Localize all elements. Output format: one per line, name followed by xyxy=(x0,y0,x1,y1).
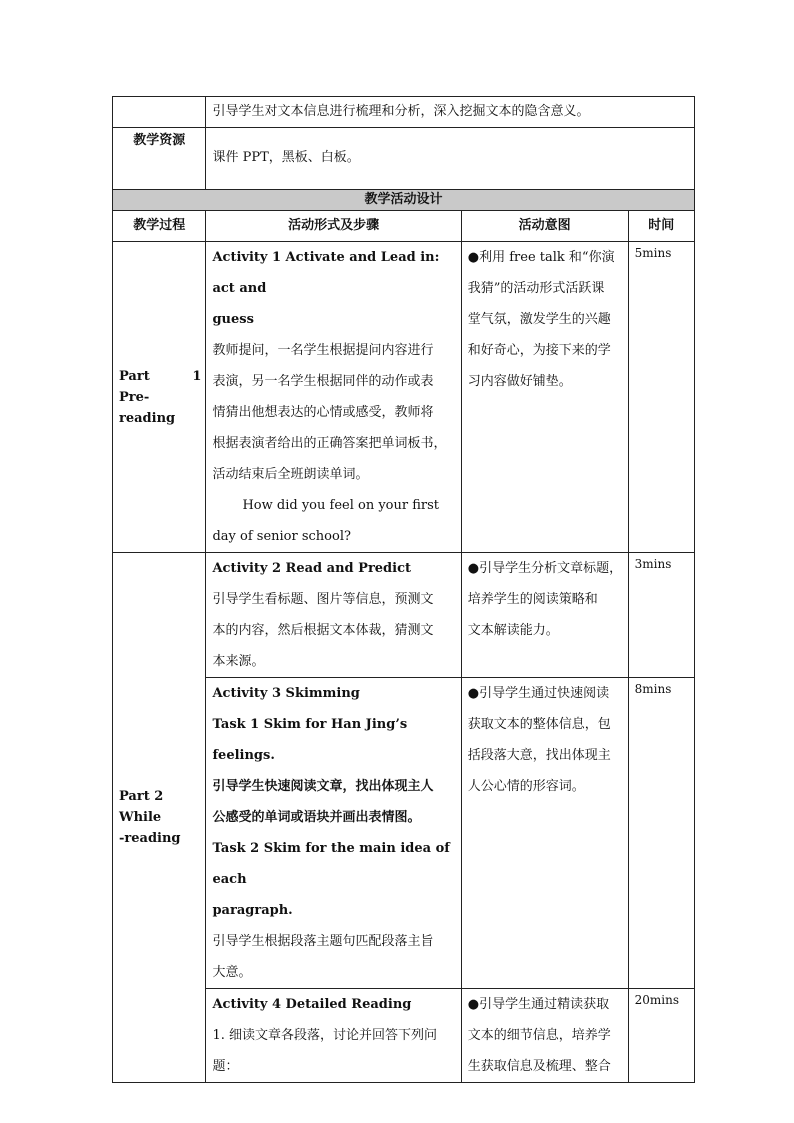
step-line: 引导学生快速阅读文章，找出体现主人 xyxy=(212,779,434,794)
step-line: 活动结束后全班朗读单词。 xyxy=(212,467,369,482)
lesson-plan-table xyxy=(112,96,695,1083)
part-label: Part xyxy=(119,368,150,384)
step-line: 情猜出他想表达的心情或感受，教师将 xyxy=(212,405,434,420)
resources-row xyxy=(113,128,695,190)
intent-line: ●利用 free talk 和“你演 xyxy=(467,250,615,265)
step-line: 表演，另一名学生根据同伴的动作或表 xyxy=(212,374,434,389)
task-line-cont: paragraph. xyxy=(212,903,293,918)
part-number: 1 xyxy=(192,368,202,384)
intent-line: ●引导学生通过精读获取 xyxy=(467,997,610,1012)
activity-2-steps xyxy=(206,553,461,678)
task-line: Task 2 Skim for the main idea of each xyxy=(212,841,450,887)
activity-2-time: 3mins xyxy=(628,553,694,678)
intent-line: 括段落大意，找出体现主 xyxy=(467,748,611,763)
step-line: 公感受的单词或语块并画出表情图。 xyxy=(212,810,421,825)
intent-line: ●引导学生通过快速阅读 xyxy=(467,686,610,701)
step-line: 引导学生看标题、图片等信息，预测文 xyxy=(212,592,434,607)
step-line: 题： xyxy=(212,1059,239,1074)
step-line: 本来源。 xyxy=(212,654,265,669)
objective-continuation-row xyxy=(113,97,695,128)
activity-4-intent xyxy=(461,989,628,1083)
header-row xyxy=(113,211,695,242)
part-label: Part 2 xyxy=(119,789,164,804)
step-line: 1. 细读文章各段落，讨论并回答下列问 xyxy=(212,1028,438,1043)
question-line: How did you feel on your first xyxy=(242,498,439,513)
step-line: 本的内容，然后根据文本体裁，猜测文 xyxy=(212,623,434,638)
header-steps: 活动形式及步骤 xyxy=(206,211,461,242)
step-line: 根据表演者给出的正确答案把单词板书， xyxy=(212,436,447,451)
intent-line: 文本的细节信息，培养学 xyxy=(467,1028,611,1043)
activity-title-cont: guess xyxy=(212,312,254,327)
activity-1-intent xyxy=(461,242,628,553)
header-time: 时间 xyxy=(628,211,694,242)
task-line: Task 1 Skim for Han Jing’s feelings. xyxy=(212,717,408,763)
activity-title: Activity 2 Read and Predict xyxy=(212,561,412,576)
activity-row xyxy=(113,242,695,553)
intent-line: 习内容做好铺垫。 xyxy=(467,374,572,389)
activity-2-intent xyxy=(461,553,628,678)
section-title-row xyxy=(113,190,695,211)
intent-line: 培养学生的阅读策略和 xyxy=(467,592,598,607)
step-line: 引导学生根据段落主题句匹配段落主旨 xyxy=(212,934,434,949)
intent-line: 堂气氛，激发学生的兴趣 xyxy=(467,312,611,327)
intent-line: 文本解读能力。 xyxy=(467,623,559,638)
part-stage: Pre-reading xyxy=(119,389,176,426)
intent-line: 获取文本的整体信息，包 xyxy=(467,717,611,732)
activity-3-intent xyxy=(461,678,628,989)
activity-title: Activity 3 Skimming xyxy=(212,686,360,701)
activity-1-time: 5mins xyxy=(628,242,694,553)
header-process: 教学过程 xyxy=(113,211,206,242)
part-stage: -reading xyxy=(119,831,181,846)
intent-line: ●引导学生分析文章标题， xyxy=(467,561,623,576)
resources-label: 教学资源 xyxy=(113,128,206,190)
activity-4-time: 20mins xyxy=(628,989,694,1083)
activity-3-time: 8mins xyxy=(628,678,694,989)
intent-line: 和好奇心，为接下来的学 xyxy=(467,343,611,358)
intent-line: 生获取信息及梳理、整合 xyxy=(467,1059,611,1074)
step-line: 大意。 xyxy=(212,965,252,980)
section-title: 教学活动设计 xyxy=(113,190,695,211)
part-1-cell xyxy=(113,242,206,553)
part-stage: While xyxy=(119,810,162,825)
activity-title: Activity 1 Activate and Lead in: act and xyxy=(212,250,440,296)
question-line: day of senior school? xyxy=(212,529,351,544)
step-line: 教师提问，一名学生根据提问内容进行 xyxy=(212,343,434,358)
resources-text: 课件 PPT，黑板、白板。 xyxy=(206,128,695,190)
header-intent: 活动意图 xyxy=(461,211,628,242)
activity-4-steps xyxy=(206,989,461,1083)
intent-line: 我猜”的活动形式活跃课 xyxy=(467,281,605,296)
activity-row xyxy=(113,553,695,678)
activity-1-steps xyxy=(206,242,461,553)
activity-3-steps xyxy=(206,678,461,989)
activity-title: Activity 4 Detailed Reading xyxy=(212,997,412,1012)
part-2-cell xyxy=(113,553,206,1083)
intent-line: 人公心情的形容词。 xyxy=(467,779,585,794)
objective-text: 引导学生对文本信息进行梳理和分析，深入挖掘文本的隐含意义。 xyxy=(206,97,695,128)
